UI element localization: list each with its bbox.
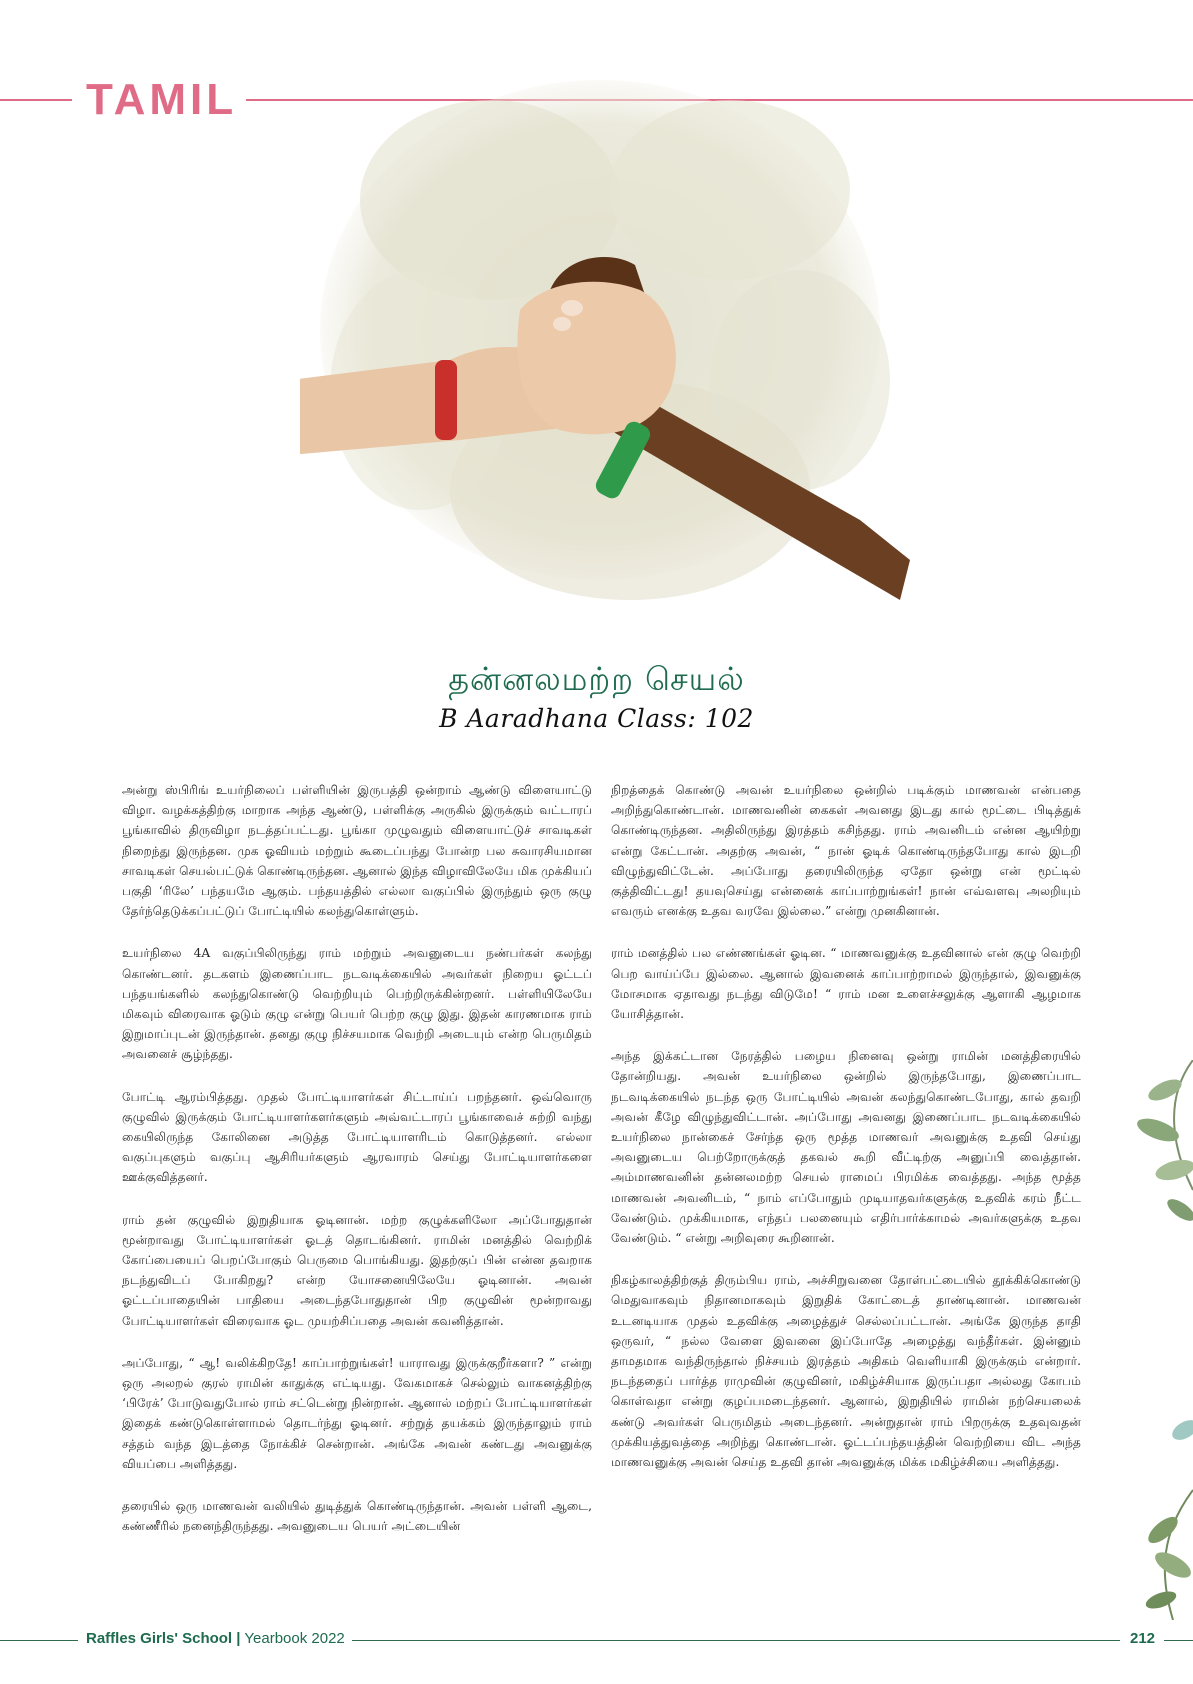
paragraph: ராம் மனத்தில் பல எண்ணங்கள் ஓடின. “ மாணவனுக்கு உதவினால் என் குழு வெற்றி பெற வாய்ப்பே இல்லை. ஆனால் இவனைக் காப்பாற்றாமல் இருந்தால், இவனுக்கு மோசமாக ஏதாவது நடந்து விடுமே! “ ராம் மன உளைச்சலுக்கு ஆளாகி ஆழமாக யோசித்தான். — [611, 946, 1081, 1022]
paragraph: உயர்நிலை 4A வகுப்பிலிருந்து ராம் மற்றும் அவனுடைய நண்பர்கள் கலந்து கொண்டனர். தடகளம் இணைப்பாட நடவடிக்கையில் அவர்கள் நிறைய ஓட்டப் பந்தயங்களில் கலந்துகொண்டு வெற்றியும் பெற்றிருக்கின்றனர். பள்ளியிலேயே மிகவும் விரைவாக ஓடும் குழு என்று பெயர் பெற்ற குழு இது. இதன் காரணமாக ராம் இறுமாப்புடன் இருந்தான். தனது குழு நிச்சயமாக வெற்றி அடையும் என்ற பெருமிதம் அவனைச் சூழ்ந்தது. — [122, 946, 592, 1062]
page-number: 212 — [1130, 1630, 1156, 1647]
footer-rule-right — [1164, 1640, 1193, 1641]
section-label: TAMIL — [86, 75, 238, 124]
paragraph: நிகழ்காலத்திற்குத் திரும்பிய ராம், அச்சிறுவனை தோள்பட்டையில் தூக்கிக்கொண்டு மெதுவாகவும் நிதானமாகவும் இறுதிக் கோட்டைத் தாண்டினான். மாணவன் உடனடியாக முதல் உதவிக்கு அழைத்துச் செல்லப்பட்டான். அங்கே இருந்த தாதி ஒருவர், “ நல்ல வேளை இவனை இப்போதே அழைத்து வந்தீர்கள். இன்னும் தாமதமாக வந்திருந்தால் நிச்சயம் இரத்தம் அதிகம் வெளியாகி இருக்கும் என்றார். நடந்ததைப் பார்த்த ராமுவின் குழுவினர், மகிழ்ச்சியாக இருப்பதா அல்லது கோபம் கொள்வதா என்று குழப்பமடைந்தனர். ஆனால், இறுதியில் ராமின் நற்செயலைக் கண்டு அவர்கள் பெருமிதம் அடைந்தனர். அன்றுதான் ராம் பிறருக்கு உதவுவதன் முக்கியத்துவத்தை அறிந்து கொண்டான். ஓட்டப்பந்தயத்தின் வெற்றியை விட அந்த மாணவனுக்கு அவன் செய்த உதவி தான் அவனுக்கு மிக்க மகிழ்ச்சியை அளித்தது. — [611, 1273, 1081, 1470]
article-title: தன்னலமற்ற செயல் — [448, 660, 745, 698]
footer-rule-middle — [352, 1640, 1120, 1641]
leaf-branch-icon — [1103, 1060, 1193, 1620]
paragraph: போட்டி ஆரம்பித்தது. முதல் போட்டியாளர்கள் சிட்டாய்ப் பறந்தனர். ஒவ்வொரு குழுவில் இருக்கும் போட்டியாளர்களர்களும் அவ்வட்டாரப் பூங்காவைச் சுற்றி வந்து கையிலிருந்த கோலினை அடுத்த போட்டியாளரிடம் கொடுத்தனர். எல்லா வகுப்புகளும் வகுப்பு ஆசிரியர்களும் ஆரவாரம் செய்து போட்டியாளர்களை ஊக்குவித்தனர். — [122, 1089, 592, 1185]
paragraph: அன்று ஸ்பிரிங் உயர்நிலைப் பள்ளியின் இருபத்தி ஒன்றாம் ஆண்டு விளையாட்டு விழா. வழக்கத்திற்கு மாறாக அந்த ஆண்டு, பள்ளிக்கு அருகில் இருக்கும் வட்டாரப் பூங்காவில் திருவிழா நடத்தப்பட்டது. பூங்கா முழுவதும் விளையாட்டுச் சாவடிகள் நிறைந்து இருந்தன. முக ஓவியம் மற்றும் கூடைப்பந்து போன்ற பல சுவாரசியமான சாவடிகள் செயல்பட்டுக் கொண்டிருந்தன. ஆனால் இந்த விழாவிலேயே மிக முக்கியப் பகுதி ‘ரிலே’ பந்தயமே ஆகும். பந்தயத்தில் எல்லா வகுப்பில் இருந்தும் ஒரு குழு தேர்ந்தெடுக்கப்பட்டுப் போட்டியில் கலந்துகொள்ளும். — [122, 783, 592, 919]
school-name: Raffles Girls' School — [86, 1630, 233, 1647]
footer-school — [86, 1630, 345, 1647]
author-byline: B Aaradhana Class: 102 — [439, 704, 754, 733]
paragraph: அப்போது, “ ஆ! வலிக்கிறதே! காப்பாற்றுங்கள்! யாராவது இருக்குறீர்களா? ” என்று ஒரு அலறல் குரல் ராமின் காதுக்கு எட்டியது. வேகமாகச் செல்லும் வாகனத்திற்கு ‘பிரேக்’ போடுவதுபோல் ராம் சட்டென்று நின்றான். ஆனால் மற்றப் போட்டியாளர்கள் இதைக் கண்டுகொள்ளாமல் தொடர்ந்து ஓடினர். சற்றுத் தயக்கம் இருந்தாலும் ராம் சத்தம் வந்த இடத்தை நோக்கிச் சென்றான். அங்கே அவன் கண்டது அவனுக்கு வியப்பை அளித்தது. — [122, 1355, 592, 1471]
footer-separator: | — [236, 1630, 241, 1647]
paragraph: அந்த இக்கட்டான நேரத்தில் பழைய நினைவு ஒன்று ராமின் மனத்திரையில் தோன்றியது. அவன் உயர்நிலை ஒன்றில் இருந்தபோது, இணைப்பாட நடவடிக்கையில் நடந்த ஒரு போட்டியில் அவன் கலந்துகொண்டபோது, கால் தவறி அவன் கீழே விழுந்துவிட்டான். அப்போது அவனது இணைப்பாட நடவடிக்கையில் உயர்நிலை நான்கைச் சேர்ந்த ஒரு மூத்த மாணவர் அவனுக்கு உதவி செய்து அவனுடைய பெற்றோருக்குத் தகவல் கூறி வீட்டிற்கு அனுப்பி வைத்தான். அம்மாணவனின் தன்னலமற்ற செயல் ராமைப் பிரமிக்க வைத்தது. அந்த மூத்த மாணவன் அவனிடம், “ நாம் எப்போதும் முடியாதவர்களுக்கு உதவிக் கரம் நீட்ட வேண்டும். முக்கியமாக, எந்தப் பலனையும் எதிர்பார்க்காமல் அவர்களுக்கு உதவ வேண்டும். “ என்று அறிவுரை கூறினான். — [611, 1049, 1081, 1246]
yearbook-label: Yearbook 2022 — [244, 1630, 345, 1647]
paragraph: ராம் தன் குழுவில் இறுதியாக ஓடினான். மற்ற குழுக்களிலோ அப்போதுதான் மூன்றாவது போட்டியாளர்கள் ஓடத் தொடங்கினர். ராமின் மனத்தில் வெற்றிக் கோப்பையைப் பெறப்போகும் பெருமை பொங்கியது. இதற்குப் பின் என்ன தவறாக நடந்துவிடப் போகிறது? என்ற யோசனையிலேயே ஓடினான். அவன் ஓட்டப்பாதையின் பாதியை அடைந்தபோதுதான் பிற குழுவின் மூன்றாவது போட்டியாளர்கள் விரைவாக ஓட முயற்சிப்பதை அவன் கவனித்தான். — [122, 1212, 592, 1328]
article-column-right — [611, 780, 1081, 1494]
article-column-left — [122, 780, 592, 1559]
red-wristband — [435, 360, 457, 440]
footer-rule-left — [0, 1640, 78, 1641]
paragraph: தரையில் ஒரு மாணவன் வலியில் துடித்துக் கொண்டிருந்தான். அவன் பள்ளி ஆடை, கண்ணீரில் நனைந்திருந்தது. அவனுடைய பெயர் அட்டையின் — [122, 1499, 592, 1534]
header-rule-left — [0, 99, 72, 101]
handshake-illustration — [300, 60, 920, 630]
paragraph: நிறத்தைக் கொண்டு அவன் உயர்நிலை ஒன்றில் படிக்கும் மாணவன் என்பதை அறிந்துகொண்டான். மாணவனின் கைகள் அவனது இடது கால் மூட்டை பிடித்துக் கொண்டிருந்தன. அதிலிருந்து இரத்தம் கசிந்தது. ராம் அவனிடம் என்ன ஆயிற்று என்று கேட்டான். அதற்கு அவன், “ நான் ஓடிக் கொண்டிருந்தபோது கால் இடறி விழுந்துவிட்டேன். அப்போது தரையிலிருந்த ஏதோ ஒன்று என் மூட்டில் குத்திவிட்டது! தயவுசெய்து என்னைக் காப்பாற்றுங்கள்! நான் எவ்வளவு அலறியும் எவரும் எனக்கு உதவ வரவே இல்லை.” என்று முனகினான். — [611, 783, 1081, 919]
